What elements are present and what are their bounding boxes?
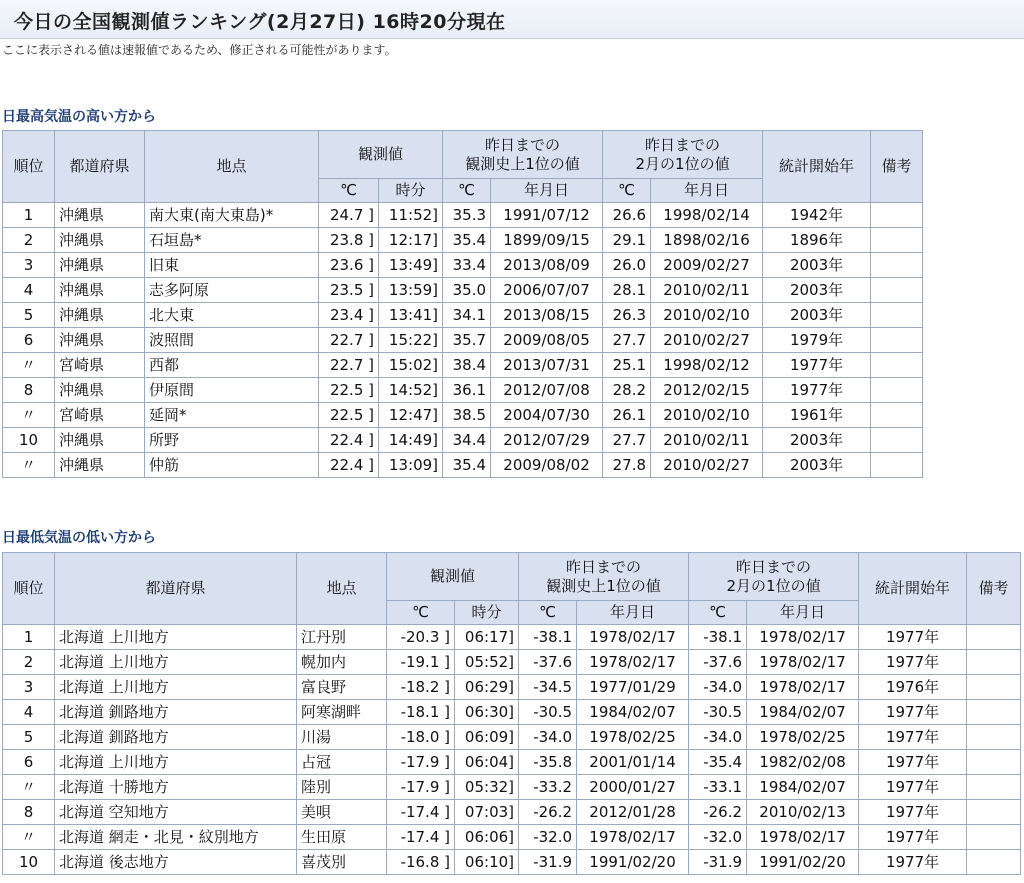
cell-rank: 〃 [3, 353, 55, 378]
subheader-observed-c: ℃ [319, 179, 379, 203]
cell-start-year: 1961年 [763, 403, 871, 428]
cell-notes [967, 650, 1021, 675]
cell-rank: 5 [3, 303, 55, 328]
cell-observed-time: 13:09] [379, 453, 443, 478]
cell-observed-value: -19.1 ] [387, 650, 455, 675]
cell-notes [871, 428, 923, 453]
cell-prefecture: 北海道 釧路地方 [55, 700, 297, 725]
cell-month-date: 1898/02/16 [651, 228, 763, 253]
table-row [3, 403, 923, 428]
cell-month-date: 1978/02/25 [747, 725, 859, 750]
cell-observed-value: -18.1 ] [387, 700, 455, 725]
cell-rank: 2 [3, 228, 55, 253]
cell-month-date: 1978/02/17 [747, 825, 859, 850]
cell-notes [871, 378, 923, 403]
cell-record-value: 36.1 [443, 378, 491, 403]
cell-observed-value: 22.7 ] [319, 328, 379, 353]
cell-month-date: 2010/02/11 [651, 428, 763, 453]
table-row [3, 750, 1021, 775]
cell-prefecture: 北海道 後志地方 [55, 850, 297, 875]
header-month-record [689, 553, 859, 601]
header-month-line2: 2月の1位の値 [635, 154, 730, 173]
cell-record-value: 38.4 [443, 353, 491, 378]
cell-month-date: 1978/02/17 [747, 675, 859, 700]
cell-location: 志多阿原 [145, 278, 319, 303]
subheader-month-c: ℃ [689, 601, 747, 625]
cell-location: 北大東 [145, 303, 319, 328]
cell-record-value: 35.3 [443, 203, 491, 228]
cell-location: 喜茂別 [297, 850, 387, 875]
cell-record-date: 2009/08/05 [491, 328, 603, 353]
cell-month-value: 27.7 [603, 328, 651, 353]
subheader-record-date: 年月日 [577, 601, 689, 625]
low-temp-rows [3, 625, 1021, 875]
cell-notes [871, 203, 923, 228]
cell-record-date: 2012/01/28 [577, 800, 689, 825]
cell-observed-value: 23.8 ] [319, 228, 379, 253]
cell-notes [871, 253, 923, 278]
header-rank: 順位 [3, 131, 55, 203]
cell-month-value: 26.1 [603, 403, 651, 428]
cell-month-date: 2010/02/13 [747, 800, 859, 825]
header-rank: 順位 [3, 553, 55, 625]
cell-month-date: 2010/02/11 [651, 278, 763, 303]
cell-notes [967, 775, 1021, 800]
cell-prefecture: 北海道 釧路地方 [55, 725, 297, 750]
cell-observed-time: 13:41] [379, 303, 443, 328]
header-month-line1: 昨日までの [645, 135, 721, 154]
cell-prefecture: 宮崎県 [55, 353, 145, 378]
cell-prefecture: 沖縄県 [55, 253, 145, 278]
header-location: 地点 [297, 553, 387, 625]
high-temp-table [2, 130, 923, 478]
cell-notes [871, 228, 923, 253]
cell-notes [967, 725, 1021, 750]
cell-prefecture: 沖縄県 [55, 203, 145, 228]
cell-observed-value: 22.4 ] [319, 453, 379, 478]
cell-notes [967, 625, 1021, 650]
cell-observed-time: 11:52] [379, 203, 443, 228]
page-title: 今日の全国観測値ランキング(2月27日) 16時20分現在 [14, 11, 506, 33]
cell-rank: 8 [3, 378, 55, 403]
preliminary-notice: ここに表示される値は速報値であるため、修正される可能性があります。 [2, 43, 397, 57]
header-month-record [603, 131, 763, 179]
cell-location: 延岡* [145, 403, 319, 428]
cell-record-date: 2013/08/15 [491, 303, 603, 328]
cell-observed-value: -17.4 ] [387, 825, 455, 850]
cell-start-year: 1977年 [763, 378, 871, 403]
cell-prefecture: 沖縄県 [55, 378, 145, 403]
cell-record-value: 34.4 [443, 428, 491, 453]
table-row [3, 228, 923, 253]
table-row [3, 453, 923, 478]
cell-prefecture: 沖縄県 [55, 303, 145, 328]
cell-record-value: -31.9 [519, 850, 577, 875]
cell-notes [871, 453, 923, 478]
cell-observed-time: 15:22] [379, 328, 443, 353]
cell-observed-value: 24.7 ] [319, 203, 379, 228]
table-row [3, 378, 923, 403]
cell-notes [967, 675, 1021, 700]
cell-start-year: 1977年 [859, 800, 967, 825]
cell-month-value: -34.0 [689, 725, 747, 750]
cell-observed-time: 15:02] [379, 353, 443, 378]
subheader-month-date: 年月日 [747, 601, 859, 625]
cell-month-value: 29.1 [603, 228, 651, 253]
cell-prefecture: 沖縄県 [55, 228, 145, 253]
cell-month-value: 28.2 [603, 378, 651, 403]
cell-observed-value: -20.3 ] [387, 625, 455, 650]
cell-record-date: 1977/01/29 [577, 675, 689, 700]
cell-location: 伊原間 [145, 378, 319, 403]
cell-record-value: -37.6 [519, 650, 577, 675]
cell-observed-time: 12:17] [379, 228, 443, 253]
cell-month-value: 27.8 [603, 453, 651, 478]
cell-month-value: -35.4 [689, 750, 747, 775]
cell-record-date: 2012/07/08 [491, 378, 603, 403]
header-record-line1: 昨日までの [566, 557, 642, 576]
cell-observed-time: 06:06] [455, 825, 519, 850]
cell-month-date: 1984/02/07 [747, 775, 859, 800]
cell-prefecture: 宮崎県 [55, 403, 145, 428]
cell-observed-value: 22.7 ] [319, 353, 379, 378]
cell-month-value: -30.5 [689, 700, 747, 725]
cell-notes [967, 850, 1021, 875]
cell-prefecture: 北海道 上川地方 [55, 750, 297, 775]
cell-location: 陸別 [297, 775, 387, 800]
cell-month-value: -37.6 [689, 650, 747, 675]
subheader-month-c: ℃ [603, 179, 651, 203]
cell-month-value: -34.0 [689, 675, 747, 700]
cell-record-date: 2009/08/02 [491, 453, 603, 478]
cell-observed-time: 06:10] [455, 850, 519, 875]
cell-location: 仲筋 [145, 453, 319, 478]
cell-month-value: 26.0 [603, 253, 651, 278]
cell-rank: 8 [3, 800, 55, 825]
high-temp-rows [3, 203, 923, 478]
cell-rank: 3 [3, 675, 55, 700]
cell-start-year: 1977年 [763, 353, 871, 378]
cell-month-value: -26.2 [689, 800, 747, 825]
cell-start-year: 1977年 [859, 625, 967, 650]
cell-record-date: 1978/02/17 [577, 825, 689, 850]
cell-observed-time: 05:52] [455, 650, 519, 675]
cell-observed-time: 06:17] [455, 625, 519, 650]
cell-prefecture: 北海道 十勝地方 [55, 775, 297, 800]
cell-location: 南大東(南大東島)* [145, 203, 319, 228]
subheader-record-c: ℃ [443, 179, 491, 203]
cell-record-value: -35.8 [519, 750, 577, 775]
table-row [3, 278, 923, 303]
cell-rank: 6 [3, 328, 55, 353]
table-row [3, 203, 923, 228]
title-bar [0, 0, 1024, 39]
cell-start-year: 1977年 [859, 700, 967, 725]
cell-location: 阿寒湖畔 [297, 700, 387, 725]
cell-notes [871, 353, 923, 378]
cell-rank: 2 [3, 650, 55, 675]
cell-location: 石垣島* [145, 228, 319, 253]
cell-observed-time: 06:04] [455, 750, 519, 775]
cell-record-date: 2000/01/27 [577, 775, 689, 800]
cell-observed-time: 12:47] [379, 403, 443, 428]
header-record [443, 131, 603, 179]
cell-record-value: -26.2 [519, 800, 577, 825]
cell-month-date: 2009/02/27 [651, 253, 763, 278]
table-row [3, 428, 923, 453]
cell-observed-value: -17.9 ] [387, 775, 455, 800]
cell-location: 西都 [145, 353, 319, 378]
cell-prefecture: 沖縄県 [55, 328, 145, 353]
cell-record-date: 1984/02/07 [577, 700, 689, 725]
cell-record-value: -34.0 [519, 725, 577, 750]
subheader-observed-c: ℃ [387, 601, 455, 625]
cell-record-date: 2012/07/29 [491, 428, 603, 453]
subheader-month-date: 年月日 [651, 179, 763, 203]
cell-month-date: 1978/02/17 [747, 625, 859, 650]
cell-start-year: 1896年 [763, 228, 871, 253]
cell-rank: 1 [3, 625, 55, 650]
header-record-line1: 昨日までの [485, 135, 561, 154]
header-notes: 備考 [967, 553, 1021, 625]
cell-record-value: -34.5 [519, 675, 577, 700]
cell-record-date: 1978/02/17 [577, 650, 689, 675]
cell-month-date: 2010/02/10 [651, 403, 763, 428]
cell-month-value: 25.1 [603, 353, 651, 378]
subheader-record-c: ℃ [519, 601, 577, 625]
header-prefecture: 都道府県 [55, 553, 297, 625]
cell-prefecture: 北海道 上川地方 [55, 650, 297, 675]
cell-location: 富良野 [297, 675, 387, 700]
cell-prefecture: 北海道 上川地方 [55, 625, 297, 650]
cell-observed-time: 14:52] [379, 378, 443, 403]
cell-prefecture: 北海道 空知地方 [55, 800, 297, 825]
cell-observed-time: 06:30] [455, 700, 519, 725]
cell-location: 生田原 [297, 825, 387, 850]
cell-month-date: 1978/02/17 [747, 650, 859, 675]
cell-observed-value: 23.5 ] [319, 278, 379, 303]
header-location: 地点 [145, 131, 319, 203]
cell-record-date: 2004/07/30 [491, 403, 603, 428]
cell-record-date: 2013/07/31 [491, 353, 603, 378]
cell-observed-time: 13:59] [379, 278, 443, 303]
cell-start-year: 2003年 [763, 278, 871, 303]
cell-month-date: 1982/02/08 [747, 750, 859, 775]
table-row [3, 675, 1021, 700]
cell-month-value: 28.1 [603, 278, 651, 303]
cell-notes [967, 750, 1021, 775]
cell-record-date: 1991/02/20 [577, 850, 689, 875]
cell-location: 美唄 [297, 800, 387, 825]
cell-month-value: -31.9 [689, 850, 747, 875]
cell-notes [871, 278, 923, 303]
table-row [3, 850, 1021, 875]
cell-observed-time: 13:49] [379, 253, 443, 278]
cell-month-date: 2010/02/27 [651, 453, 763, 478]
cell-observed-value: -17.9 ] [387, 750, 455, 775]
cell-record-date: 1991/07/12 [491, 203, 603, 228]
cell-prefecture: 北海道 上川地方 [55, 675, 297, 700]
cell-rank: 3 [3, 253, 55, 278]
cell-month-date: 2010/02/10 [651, 303, 763, 328]
table-row [3, 328, 923, 353]
cell-month-date: 1991/02/20 [747, 850, 859, 875]
cell-observed-value: -18.2 ] [387, 675, 455, 700]
cell-prefecture: 沖縄県 [55, 453, 145, 478]
cell-observed-value: 23.4 ] [319, 303, 379, 328]
subheader-observed-time: 時分 [455, 601, 519, 625]
subheader-record-date: 年月日 [491, 179, 603, 203]
header-record [519, 553, 689, 601]
cell-record-value: -30.5 [519, 700, 577, 725]
cell-record-date: 1978/02/25 [577, 725, 689, 750]
header-observed: 観測値 [387, 553, 519, 601]
cell-record-value: -38.1 [519, 625, 577, 650]
cell-start-year: 1979年 [763, 328, 871, 353]
cell-start-year: 1977年 [859, 750, 967, 775]
cell-rank: 10 [3, 428, 55, 453]
cell-rank: 〃 [3, 403, 55, 428]
table-row [3, 800, 1021, 825]
cell-prefecture: 沖縄県 [55, 278, 145, 303]
cell-rank: 10 [3, 850, 55, 875]
cell-observed-value: -17.4 ] [387, 800, 455, 825]
table-row [3, 825, 1021, 850]
cell-rank: 6 [3, 750, 55, 775]
cell-start-year: 1976年 [859, 675, 967, 700]
cell-start-year: 1977年 [859, 825, 967, 850]
low-temp-heading: 日最低気温の低い方から [2, 530, 156, 546]
high-temp-heading: 日最高気温の高い方から [2, 109, 156, 125]
cell-notes [871, 328, 923, 353]
table-row [3, 253, 923, 278]
table-row [3, 700, 1021, 725]
cell-record-value: 34.1 [443, 303, 491, 328]
cell-start-year: 1977年 [859, 650, 967, 675]
cell-record-value: 38.5 [443, 403, 491, 428]
cell-record-value: 35.7 [443, 328, 491, 353]
cell-record-date: 1899/09/15 [491, 228, 603, 253]
cell-rank: 〃 [3, 825, 55, 850]
cell-month-value: 27.7 [603, 428, 651, 453]
cell-record-date: 2013/08/09 [491, 253, 603, 278]
header-prefecture: 都道府県 [55, 131, 145, 203]
table-row [3, 625, 1021, 650]
header-month-line2: 2月の1位の値 [726, 576, 821, 595]
header-notes: 備考 [871, 131, 923, 203]
cell-notes [967, 700, 1021, 725]
cell-observed-value: 23.6 ] [319, 253, 379, 278]
cell-record-value: 33.4 [443, 253, 491, 278]
cell-month-value: 26.3 [603, 303, 651, 328]
cell-rank: 〃 [3, 453, 55, 478]
cell-observed-time: 07:03] [455, 800, 519, 825]
cell-month-value: -38.1 [689, 625, 747, 650]
cell-record-date: 2006/07/07 [491, 278, 603, 303]
cell-location: 幌加内 [297, 650, 387, 675]
header-month-line1: 昨日までの [736, 557, 812, 576]
cell-start-year: 2003年 [763, 253, 871, 278]
cell-month-value: -32.0 [689, 825, 747, 850]
cell-record-date: 1978/02/17 [577, 625, 689, 650]
header-observed: 観測値 [319, 131, 443, 179]
cell-rank: 5 [3, 725, 55, 750]
cell-location: 川湯 [297, 725, 387, 750]
cell-start-year: 1942年 [763, 203, 871, 228]
cell-location: 占冠 [297, 750, 387, 775]
table-row [3, 353, 923, 378]
table-row [3, 303, 923, 328]
cell-prefecture: 沖縄県 [55, 428, 145, 453]
cell-observed-value: 22.4 ] [319, 428, 379, 453]
cell-start-year: 2003年 [763, 453, 871, 478]
subheader-observed-time: 時分 [379, 179, 443, 203]
cell-month-date: 1998/02/12 [651, 353, 763, 378]
cell-observed-time: 14:49] [379, 428, 443, 453]
cell-prefecture: 北海道 網走・北見・紋別地方 [55, 825, 297, 850]
cell-location: 波照間 [145, 328, 319, 353]
cell-record-value: 35.0 [443, 278, 491, 303]
cell-observed-value: 22.5 ] [319, 403, 379, 428]
cell-notes [871, 303, 923, 328]
cell-location: 旧東 [145, 253, 319, 278]
cell-month-date: 1998/02/14 [651, 203, 763, 228]
cell-start-year: 1977年 [859, 725, 967, 750]
cell-record-value: -33.2 [519, 775, 577, 800]
cell-rank: 4 [3, 278, 55, 303]
header-record-line2: 観測史上1位の値 [546, 576, 661, 595]
cell-record-value: 35.4 [443, 453, 491, 478]
cell-rank: 〃 [3, 775, 55, 800]
cell-observed-time: 06:09] [455, 725, 519, 750]
cell-observed-value: 22.5 ] [319, 378, 379, 403]
header-start-year: 統計開始年 [859, 553, 967, 625]
cell-observed-time: 05:32] [455, 775, 519, 800]
cell-month-value: -33.1 [689, 775, 747, 800]
header-start-year: 統計開始年 [763, 131, 871, 203]
table-row [3, 775, 1021, 800]
cell-rank: 4 [3, 700, 55, 725]
cell-record-value: -32.0 [519, 825, 577, 850]
cell-start-year: 2003年 [763, 428, 871, 453]
cell-rank: 1 [3, 203, 55, 228]
cell-record-date: 2001/01/14 [577, 750, 689, 775]
cell-location: 江丹別 [297, 625, 387, 650]
cell-start-year: 2003年 [763, 303, 871, 328]
cell-notes [967, 800, 1021, 825]
cell-record-value: 35.4 [443, 228, 491, 253]
header-record-line2: 観測史上1位の値 [465, 154, 580, 173]
cell-notes [967, 825, 1021, 850]
cell-location: 所野 [145, 428, 319, 453]
cell-month-value: 26.6 [603, 203, 651, 228]
cell-month-date: 2010/02/27 [651, 328, 763, 353]
cell-start-year: 1977年 [859, 850, 967, 875]
cell-observed-time: 06:29] [455, 675, 519, 700]
cell-month-date: 2012/02/15 [651, 378, 763, 403]
table-row [3, 650, 1021, 675]
low-temp-table [2, 552, 1021, 875]
cell-observed-value: -18.0 ] [387, 725, 455, 750]
cell-observed-value: -16.8 ] [387, 850, 455, 875]
cell-start-year: 1977年 [859, 775, 967, 800]
cell-month-date: 1984/02/07 [747, 700, 859, 725]
table-row [3, 725, 1021, 750]
cell-notes [871, 403, 923, 428]
